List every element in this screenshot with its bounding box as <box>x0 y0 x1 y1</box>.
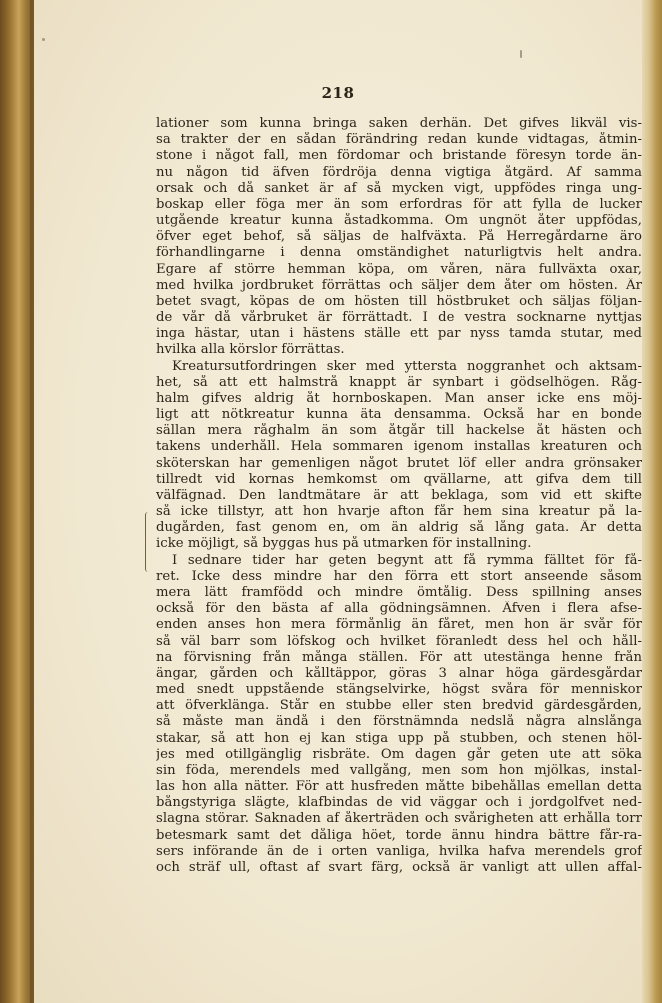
text-line: förhandlingarne i denna omständighet naturligtvis helt andra. <box>156 245 642 261</box>
text-line: betesmark samt det dåliga höet, torde ännu hindra bättre får-ra- <box>156 827 642 843</box>
text-line: las hon alla nätter. För att husfreden måtte bibehållas emellan detta <box>156 779 642 795</box>
paper-speck <box>520 50 522 58</box>
text-line: också för den bästa af alla gödningsämnen. Äfven i flera afse- <box>156 601 642 617</box>
text-line: sa trakter der en sådan förändring redan kunde vidtagas, åtmin- <box>156 132 642 148</box>
text-line: mera lätt framfödd och mindre ömtålig. Dess spillning anses <box>156 584 642 600</box>
text-line: ret. Icke dess mindre har den förra ett stort anseende såsom <box>156 568 642 584</box>
margin-bracket-mark <box>145 512 152 572</box>
text-line: sers införande än de i orten vanliga, hvilka hafva merendels grof <box>156 843 642 859</box>
text-line: dugården, fast genom en, om än aldrig så lång gata. Är detta <box>156 520 642 536</box>
text-line: de vår då vårbruket är förrättadt. I de vestra socknarne nyttjas <box>156 310 642 326</box>
text-line: så icke tillstyr, att hon hvarje afton får hem sina kreatur på la- <box>156 504 642 520</box>
text-line: takens underhåll. Hela sommaren igenom installas kreaturen och <box>156 439 642 455</box>
text-line: ligt att nötkreatur kunna äta densamma. Också har en bonde <box>156 407 642 423</box>
text-line: slagna störar. Saknaden af åkerträden och svårigheten att erhålla torr <box>156 811 642 827</box>
text-line: så måste man ändå i den förstnämnda nedslå några alnslånga <box>156 714 642 730</box>
text-line: och sträf ull, oftast af svart färg, också är vanligt att ullen affal- <box>156 859 642 875</box>
body-text <box>156 116 642 876</box>
text-line: sällan mera råghalm än som åtgår till hackelse åt hästen och <box>156 423 642 439</box>
text-line: icke möjligt, så byggas hus på utmarken för installning. <box>156 536 532 552</box>
text-line: na förvisning från många ställen. För att utestänga henne från <box>156 649 642 665</box>
page-number: 218 <box>321 84 355 102</box>
text-line: inga hästar, utan i hästens ställe ett par nyss tamda stutar, med <box>156 326 642 342</box>
text-line: med hvilka jordbruket förrättas och säljer dem åter om hösten. Är <box>156 277 642 293</box>
text-line: sin föda, merendels med vallgång, men som hon mjölkas, instal- <box>156 762 642 778</box>
text-line: ängar, gården och kålltäppor, göras 3 alnar höga gärdesgårdar <box>156 665 642 681</box>
text-line: het, så att ett halmstrå knappt är synbart i gödselhögen. Råg- <box>156 374 642 390</box>
book-binding-left <box>0 0 34 1003</box>
text-line: så väl barr som löfskog och hvilket föranledt dess hel och håll- <box>156 633 642 649</box>
text-line: enden anses hon mera förmånlig än fåret, men hon är svår för <box>156 617 642 633</box>
text-line: orsak och då sanket är af så mycken vigt, uppfödes ringa ung- <box>156 180 642 196</box>
text-line: med snedt uppstående stängselvirke, högst svåra för menniskor <box>156 682 642 698</box>
text-line: tillredt vid kornas hemkomst om qvällarne, att gifva dem till <box>156 471 642 487</box>
book-binding-right <box>642 0 662 1003</box>
text-line: halm gifves aldrig åt hornboskapen. Man anser icke ens möj- <box>156 390 642 406</box>
paper-speck <box>42 38 45 41</box>
text-line: boskap eller föga mer än som erfordras för att fylla de lucker <box>156 196 642 212</box>
text-line: bångstyriga slägte, klafbindas de vid väggar och i jordgolfvet ned- <box>156 795 642 811</box>
text-line: jes med otillgänglig risbräte. Om dagen går geten ute att söka <box>156 746 642 762</box>
text-line: öfver eget behof, så säljas de halfväxta. På Herregårdarne äro <box>156 229 642 245</box>
text-line: stakar, så att hon ej kan stiga upp på stubben, och stenen höl- <box>156 730 642 746</box>
text-line: betet svagt, köpas de om hösten till höstbruket och säljas följan- <box>156 293 642 309</box>
text-line: nu någon tid äfven fördröja denna vigtiga åtgärd. Af samma <box>156 164 642 180</box>
book-page <box>34 0 642 1003</box>
text-line: sköterskan har gemenligen något brutet löf eller andra grönsaker <box>156 455 642 471</box>
text-line: välfägnad. Den landtmätare är att beklaga, som vid ett skifte <box>156 487 642 503</box>
text-line: I sednare tider har geten begynt att få rymma fälltet för få- <box>172 552 642 568</box>
text-line: utgående kreatur kunna åstadkomma. Om ungnöt åter uppfödas, <box>156 213 642 229</box>
text-line: Egare af större hemman köpa, om våren, nära fullväxta oxar, <box>156 261 642 277</box>
text-line: lationer som kunna bringa saken derhän. Det gifves likväl vis- <box>156 116 642 131</box>
text-line: hvilka alla körslor förrättas. <box>156 342 345 358</box>
text-line: Kreatursutfordringen sker med yttersta noggranhet och aktsam- <box>172 358 642 374</box>
text-line: att öfverklänga. Står en stubbe eller sten bredvid gärdesgården, <box>156 698 642 714</box>
text-line: stone i något fall, men fördomar och bristande föresyn torde än- <box>156 148 642 164</box>
